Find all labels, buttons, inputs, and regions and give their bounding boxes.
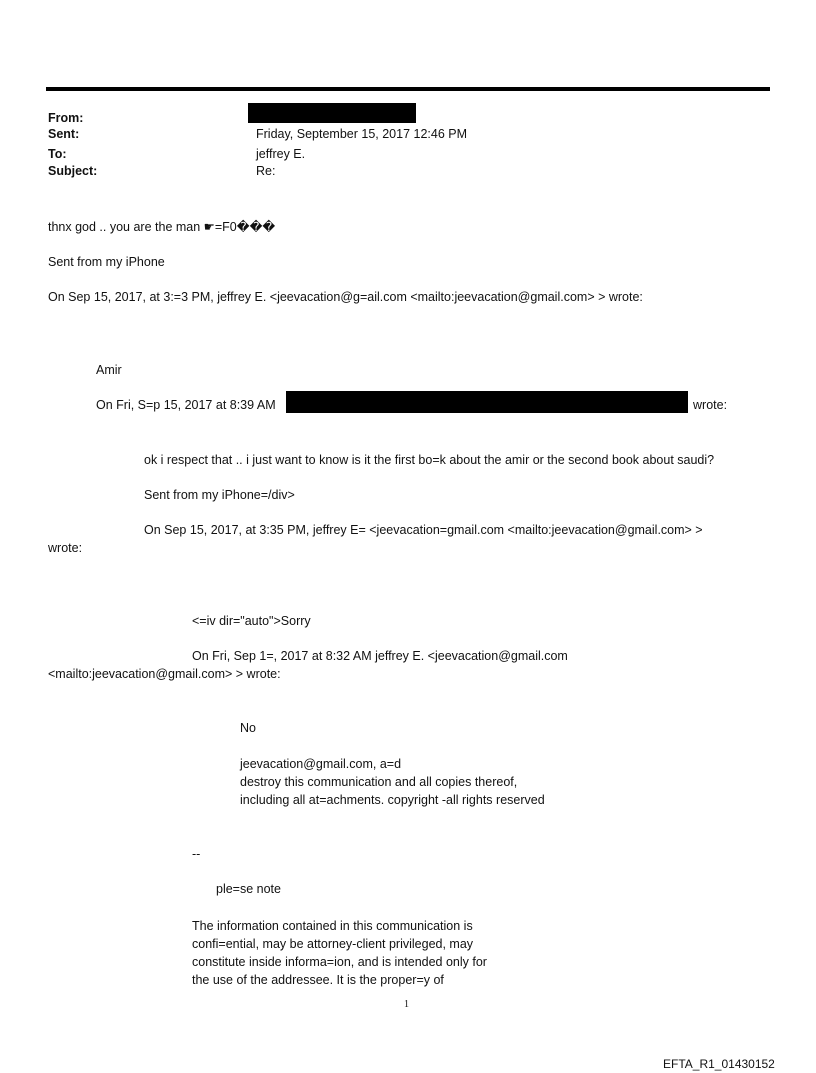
info-line-4: the use of the addressee. It is the proper=y of — [192, 973, 444, 987]
to-value: jeffrey E. — [256, 147, 306, 161]
redacted-sender — [248, 103, 416, 123]
signature-dashes: -- — [192, 847, 201, 861]
from-label: From: — [48, 111, 84, 125]
disclaimer-line-2: destroy this communication and all copies thereof, — [240, 775, 518, 789]
quote-header-4-wrap: <mailto:jeevacation@gmail.com> > wrote: — [48, 667, 281, 681]
document-id: EFTA_R1_01430152 — [663, 1057, 775, 1071]
text-ok-respect: ok i respect that .. i just want to know is it the first bo=k about the amir or the second book about saudi? — [144, 453, 715, 467]
body-line-sent-iphone: Sent from my iPhone — [48, 255, 165, 269]
quote-header-2-end: wrote: — [693, 398, 728, 412]
info-line-1: The information contained in this communication is — [192, 919, 473, 933]
quote-header-3: On Sep 15, 2017, at 3:35 PM, jeffrey E= <jeevacation=gmail.com <mailto:jeevacation@gmail.com> > — [144, 523, 703, 537]
info-line-3: constitute inside informa=ion, and is intended only for — [192, 955, 487, 969]
page-number: 1 — [404, 999, 409, 1010]
quote-header-1: On Sep 15, 2017, at 3:=3 PM, jeffrey E. <jeevacation@g=ail.com <mailto:jeevacation@gmail.com> > wrote: — [48, 290, 643, 304]
info-line-2: confi=ential, may be attorney-client privileged, may — [192, 937, 474, 951]
disclaimer-line-1: jeevacation@gmail.com, a=d — [240, 757, 402, 771]
header-rule — [46, 87, 770, 91]
subject-value: Re: — [256, 164, 276, 178]
quote-header-3-wrap: wrote: — [48, 541, 83, 555]
disclaimer-line-3: including all at=achments. copyright -all rights reserved — [240, 793, 545, 807]
quote-header-2-start: On Fri, S=p 15, 2017 at 8:39 AM — [96, 398, 276, 412]
body-line-thnx: thnx god .. you are the man ☛=F0��� — [48, 220, 276, 234]
text-no: No — [240, 721, 256, 735]
text-div-sorry: <=iv dir="auto">Sorry — [192, 614, 311, 628]
sent-label: Sent: — [48, 127, 80, 141]
quote-header-4: On Fri, Sep 1=, 2017 at 8:32 AM jeffrey E. <jeevacation@gmail.com — [192, 649, 568, 663]
sent-value: Friday, September 15, 2017 12:46 PM — [256, 127, 467, 141]
redacted-address — [286, 391, 688, 413]
text-sent-iphone-div: Sent from my iPhone=/div> — [144, 488, 295, 502]
to-label: To: — [48, 147, 67, 161]
text-amir: Amir — [96, 363, 122, 377]
text-please-note: ple=se note — [216, 882, 281, 896]
subject-label: Subject: — [48, 164, 98, 178]
